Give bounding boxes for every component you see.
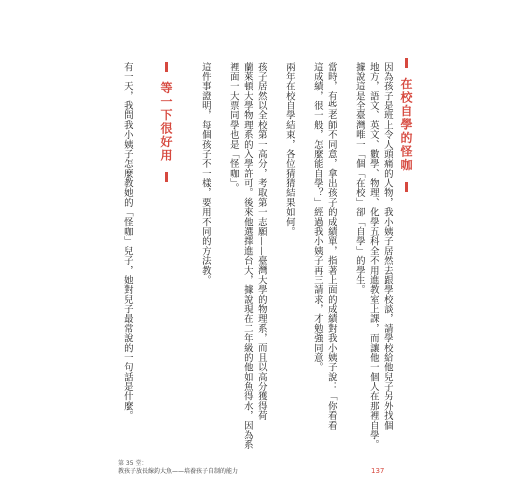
page-number: 137 — [371, 467, 385, 475]
running-footer — [118, 460, 238, 476]
paragraph: 蘭萊頓大學物理系的入學許可。後來他選擇進台大，據說現在二年級的他如魚得水，因為系 — [241, 62, 253, 450]
paragraph: 有一天，我問我小姨子怎麼教她的「怪咖」兒子，她對兒子最常說的一句話是什麼。 — [121, 62, 133, 421]
paragraph: 因為孩子是班上令人頭痛的人物，我小姨子居然去跟學校談，請學校給他兒子另外找個 — [381, 62, 393, 431]
heading-marker — [405, 182, 408, 192]
section-heading-1-text: 在校自學的怪咖 — [399, 77, 413, 173]
footer-title: 教孩子放長線釣大魚——培養孩子自制的能力 — [118, 468, 239, 475]
heading-marker — [165, 62, 168, 72]
paragraph: 據說這是全臺灣唯一「個「在校」卻「自學」的學生。 — [353, 62, 365, 295]
paragraph: 裡面一大票同學也是「怪咖」。 — [227, 62, 239, 193]
paragraph: 當時，有些老師不同意，拿出孩子的成績單，指著上面的成績對我小姨子說：「你看看 — [325, 62, 337, 431]
section-heading-1 — [398, 58, 415, 192]
section-heading-2-text: 等一下很好用 — [159, 81, 173, 163]
paragraph: 兩年在校自學結束，各位猜猜結果如何。 — [283, 62, 295, 237]
heading-marker — [405, 58, 408, 68]
paragraph: 這件事證明，每個孩子不一樣，要用不同的方法教。 — [199, 62, 211, 285]
paragraph: 孩子居然以全校第一高分，考取第一志願——臺灣大學的物理系，而且以高分獲得荷 — [255, 62, 267, 421]
section-heading-2 — [158, 62, 175, 182]
paragraph: 地方，語文、英文、數學、物理、化學五科全不用進教室上課，而讓他一個人在那裡自學。 — [367, 62, 379, 450]
heading-marker — [165, 172, 168, 182]
paragraph: 這成績，很一般，怎麼能自學？」經過我小姨子再三請求，才勉強同意。 — [311, 62, 323, 373]
footer-chapter: 第 35 堂： — [118, 460, 148, 467]
